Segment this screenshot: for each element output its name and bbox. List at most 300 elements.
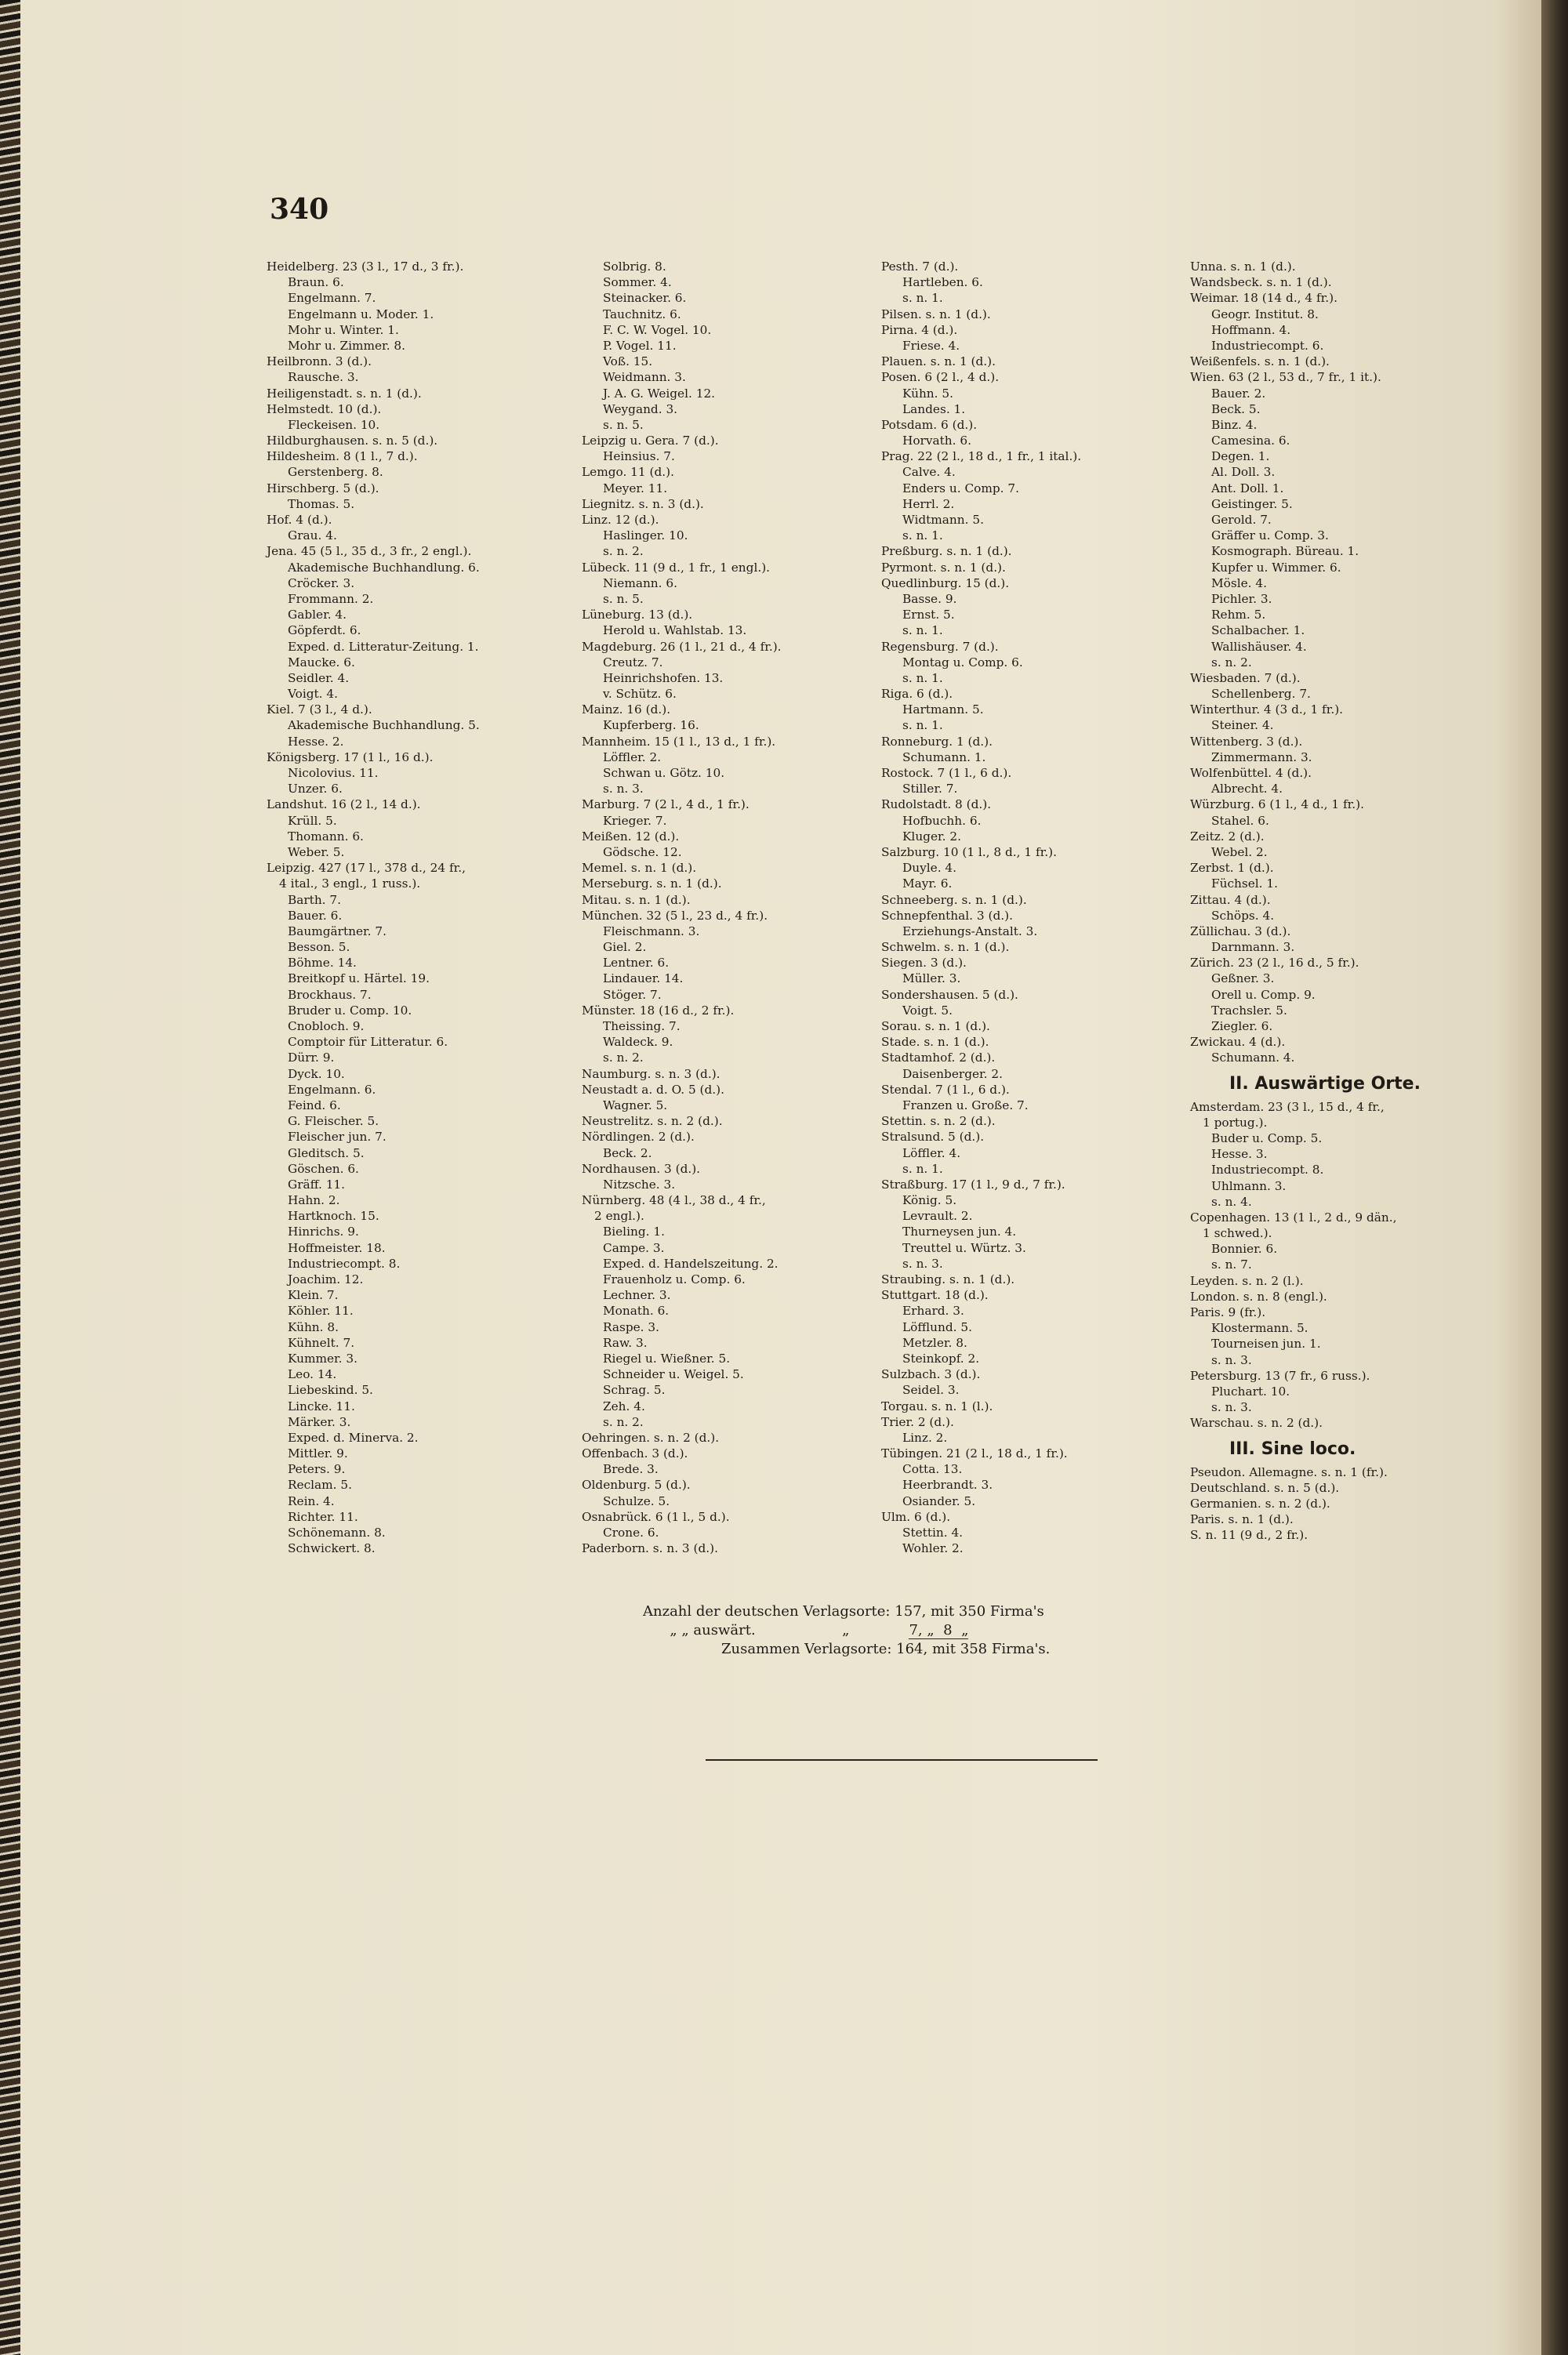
page-number: 340 <box>270 193 329 226</box>
publisher-line: Liebeskind. 5. <box>288 1383 373 1398</box>
continuation-line: 2 engl.). <box>594 1209 644 1224</box>
summary-count: 164, mit <box>896 1641 956 1657</box>
publisher-line: Mösle. 4. <box>1211 575 1267 590</box>
publisher-line: Daisenberger. 2. <box>902 1066 1003 1081</box>
index-column-2 <box>582 259 782 1556</box>
summary-ditto: „ <box>842 1622 850 1638</box>
place-line: Heilbronn. 3 (d.). <box>267 354 372 369</box>
place-line: Riga. 6 (d.). <box>881 687 953 702</box>
place-line: S. n. 11 (9 d., 2 fr.). <box>1190 1528 1308 1543</box>
place-line: Salzburg. 10 (1 l., 8 d., 1 fr.). <box>881 844 1057 859</box>
publisher-line: Gräff. 11. <box>288 1177 346 1192</box>
publisher-line: Tauchnitz. 6. <box>603 307 681 321</box>
place-line: Zürich. 23 (2 l., 16 d., 5 fr.). <box>1190 956 1359 971</box>
place-line: Torgau. s. n. 1 (l.). <box>881 1399 993 1413</box>
publisher-line: Bruder u. Comp. 10. <box>288 1003 412 1018</box>
place-line: Nordhausen. 3 (d.). <box>582 1161 701 1176</box>
summary-row-german <box>643 1602 1050 1621</box>
publisher-line: Montag u. Comp. 6. <box>902 655 1023 669</box>
summary-count: 157, mit <box>895 1603 955 1620</box>
place-line: Wien. 63 (2 l., 53 d., 7 fr., 1 it.). <box>1190 370 1381 385</box>
publisher-line: Klein. 7. <box>288 1288 339 1303</box>
publisher-line: Thurneysen jun. 4. <box>902 1225 1017 1239</box>
publisher-line: Ant. Doll. 1. <box>1211 481 1284 495</box>
place-line: Osnabrück. 6 (1 l., 5 d.). <box>582 1509 730 1524</box>
publisher-line: Rein. 4. <box>288 1493 335 1508</box>
publisher-line: Gleditsch. 5. <box>288 1145 365 1160</box>
place-line: Schneeberg. s. n. 1 (d.). <box>881 892 1027 907</box>
place-line: Paris. s. n. 1 (d.). <box>1190 1512 1294 1527</box>
publisher-line: Campe. 3. <box>603 1240 665 1255</box>
place-line: Pseudon. Allemagne. s. n. 1 (fr.). <box>1190 1464 1388 1479</box>
place-line: Paderborn. s. n. 3 (d.). <box>582 1541 718 1556</box>
place-line: Ronneburg. 1 (d.). <box>881 734 993 749</box>
publisher-line: Frommann. 2. <box>288 591 374 606</box>
publisher-line: Binz. 4. <box>1211 417 1258 432</box>
publisher-line: Metzler. 8. <box>902 1335 967 1350</box>
continuation-line: 1 portug.). <box>1203 1115 1268 1130</box>
place-line: Trier. 2 (d.). <box>881 1414 954 1429</box>
publisher-line: Voigt. 5. <box>902 1003 953 1018</box>
publisher-line: Lindauer. 14. <box>603 971 684 986</box>
publisher-line: Lechner. 3. <box>603 1288 671 1303</box>
publisher-line: Hofbuchh. 6. <box>902 813 982 828</box>
section-rule <box>706 1759 1098 1761</box>
publisher-line: Rausche. 3. <box>288 370 359 385</box>
publisher-line: s. n. 1. <box>902 528 943 543</box>
publisher-line: Heinrichshofen. 13. <box>603 670 724 685</box>
publisher-line: Theissing. 7. <box>603 1019 681 1033</box>
place-line: Wolfenbüttel. 4 (d.). <box>1190 766 1312 780</box>
place-line: Schnepfenthal. 3 (d.). <box>881 908 1013 923</box>
publisher-line: Schrag. 5. <box>603 1383 666 1398</box>
publisher-line: Pluchart. 10. <box>1211 1384 1290 1399</box>
place-line: Wandsbeck. s. n. 1 (d.). <box>1190 275 1332 290</box>
publisher-line: Löffler. 2. <box>603 749 662 764</box>
publisher-line: Mohr u. Zimmer. 8. <box>288 338 406 353</box>
place-line: Nördlingen. 2 (d.). <box>582 1130 695 1145</box>
publisher-line: Uhlmann. 3. <box>1211 1178 1287 1193</box>
publisher-line: Hesse. 2. <box>288 734 344 749</box>
place-line: Stade. s. n. 1 (d.). <box>881 1035 989 1050</box>
publisher-line: Monath. 6. <box>603 1304 670 1319</box>
place-line: Oldenburg. 5 (d.). <box>582 1478 691 1493</box>
publisher-line: v. Schütz. 6. <box>603 687 677 702</box>
summary-firms-value: 8 <box>943 1622 953 1638</box>
publisher-line: Basse. 9. <box>902 591 957 606</box>
publisher-line: Böhme. 14. <box>288 956 357 971</box>
place-line: Hildesheim. 8 (1 l., 7 d.). <box>267 449 418 464</box>
publisher-line: Darnmann. 3. <box>1211 940 1295 955</box>
publisher-line: Kluger. 2. <box>902 829 961 844</box>
summary-label: „ „ auswärt. <box>670 1622 756 1638</box>
place-line: Germanien. s. n. 2 (d.). <box>1190 1496 1330 1511</box>
place-line: Oehringen. s. n. 2 (d.). <box>582 1430 720 1445</box>
place-line: Stendal. 7 (1 l., 6 d.). <box>881 1082 1010 1097</box>
publisher-line: Cotta. 13. <box>902 1462 963 1477</box>
publisher-line: Märker. 3. <box>288 1414 351 1429</box>
place-line: Sondershausen. 5 (d.). <box>881 987 1018 1002</box>
publisher-line: Klostermann. 5. <box>1211 1321 1308 1336</box>
publisher-line: s. n. 3. <box>603 782 644 796</box>
publisher-line: Füchsel. 1. <box>1211 876 1278 891</box>
publisher-line: Franzen u. Große. 7. <box>902 1098 1029 1112</box>
publisher-line: Stettin. 4. <box>902 1526 964 1540</box>
place-line: Rostock. 7 (1 l., 6 d.). <box>881 766 1012 780</box>
place-line: Rudolstadt. 8 (d.). <box>881 797 992 812</box>
place-line: Weimar. 18 (14 d., 4 fr.). <box>1190 291 1338 306</box>
publisher-line: Bauer. 2. <box>1211 386 1266 401</box>
publisher-line: Akademische Buchhandlung. 5. <box>288 718 480 733</box>
place-line: Heidelberg. 23 (3 l., 17 d., 3 fr.). <box>267 259 464 274</box>
place-line: Amsterdam. 23 (3 l., 15 d., 4 fr., <box>1190 1099 1385 1114</box>
publisher-line: s. n. 2. <box>603 1050 644 1065</box>
publisher-line: Meyer. 11. <box>603 481 668 495</box>
publisher-line: J. A. G. Weigel. 12. <box>603 386 716 401</box>
publisher-line: s. n. 1. <box>902 291 943 306</box>
place-line: Sorau. s. n. 1 (d.). <box>881 1019 990 1033</box>
place-line: Straßburg. 17 (1 l., 9 d., 7 fr.). <box>881 1177 1065 1192</box>
publisher-line: Seidel. 3. <box>902 1383 960 1398</box>
publisher-line: Engelmann. 6. <box>288 1082 376 1097</box>
publisher-line: Gabler. 4. <box>288 608 347 622</box>
place-line: Regensburg. 7 (d.). <box>881 639 999 654</box>
summary-count <box>909 1622 968 1639</box>
place-line: Kiel. 7 (3 l., 4 d.). <box>267 702 372 717</box>
publisher-line: Fleischmann. 3. <box>603 923 700 938</box>
publisher-line: Schellenberg. 7. <box>1211 687 1311 702</box>
publisher-line: Riegel u. Wießner. 5. <box>603 1351 731 1366</box>
place-line: Lüneburg. 13 (d.). <box>582 608 693 622</box>
publisher-line: Löfflund. 5. <box>902 1319 972 1334</box>
publisher-line: Cnobloch. 9. <box>288 1019 365 1033</box>
publisher-line: s. n. 1. <box>902 670 943 685</box>
publisher-line: Crone. 6. <box>603 1526 659 1540</box>
place-line: Neustrelitz. s. n. 2 (d.). <box>582 1114 723 1129</box>
place-line: Neustadt a. d. O. 5 (d.). <box>582 1082 724 1097</box>
place-line: Pilsen. s. n. 1 (d.). <box>881 307 991 321</box>
publisher-line: Widtmann. 5. <box>902 513 984 527</box>
publisher-line: Trachsler. 5. <box>1211 1003 1287 1018</box>
publisher-line: Nicolovius. 11. <box>288 766 379 780</box>
publisher-line: Lentner. 6. <box>603 956 670 971</box>
place-line: Ulm. 6 (d.). <box>881 1509 951 1524</box>
publisher-line: Maucke. 6. <box>288 655 355 669</box>
summary-count-value: 7, „ <box>909 1622 935 1638</box>
place-line: Stadtamhof. 2 (d.). <box>881 1050 996 1065</box>
publisher-line: Kühn. 8. <box>288 1319 339 1334</box>
index-column-3 <box>881 259 1081 1556</box>
publisher-line: Schumann. 1. <box>902 749 986 764</box>
publisher-line: Dyck. 10. <box>288 1066 345 1081</box>
publisher-line: Kühnelt. 7. <box>288 1335 355 1350</box>
publisher-line: Kupferberg. 16. <box>603 718 699 733</box>
continuation-line: 1 schwed.). <box>1203 1226 1272 1241</box>
place-line: Landshut. 16 (2 l., 14 d.). <box>267 797 421 812</box>
publisher-line: Pichler. 3. <box>1211 591 1272 606</box>
publisher-line: Geogr. Institut. 8. <box>1211 307 1319 321</box>
place-line: Linz. 12 (d.). <box>582 513 659 527</box>
publisher-line: Hoffmann. 4. <box>1211 322 1291 337</box>
publisher-line: Herrl. 2. <box>902 496 955 511</box>
index-column-1 <box>267 259 480 1556</box>
place-line: Tübingen. 21 (2 l., 18 d., 1 fr.). <box>881 1446 1068 1461</box>
place-line: Plauen. s. n. 1 (d.). <box>881 354 996 369</box>
publisher-line: Wohler. 2. <box>902 1541 964 1556</box>
section-heading: II. Auswärtige Orte. <box>1229 1073 1421 1094</box>
publisher-line: Schneider u. Weigel. 5. <box>603 1367 744 1382</box>
publisher-line: Bonnier. 6. <box>1211 1242 1278 1257</box>
publisher-line: F. C. W. Vogel. 10. <box>603 322 712 337</box>
publisher-line: s. n. 3. <box>1211 1352 1252 1367</box>
place-line: Leyden. s. n. 2 (l.). <box>1190 1273 1304 1288</box>
publisher-line: Degen. 1. <box>1211 449 1270 464</box>
publisher-line: Enders u. Comp. 7. <box>902 481 1019 495</box>
publisher-line: s. n. 3. <box>1211 1400 1252 1415</box>
place-line: Würzburg. 6 (1 l., 4 d., 1 fr.). <box>1190 797 1364 812</box>
publisher-line: Schönemann. 8. <box>288 1526 386 1540</box>
place-line: Paris. 9 (fr.). <box>1190 1305 1266 1319</box>
publisher-line: Erziehungs-Anstalt. 3. <box>902 923 1038 938</box>
publisher-line: Mittler. 9. <box>288 1446 348 1461</box>
publisher-line: Stahel. 6. <box>1211 813 1269 828</box>
place-line: Helmstedt. 10 (d.). <box>267 401 382 416</box>
publisher-line: Wallishäuser. 4. <box>1211 639 1307 654</box>
publisher-line: Niemann. 6. <box>603 575 677 590</box>
publisher-line: Weygand. 3. <box>603 401 678 416</box>
place-line: Zeitz. 2 (d.). <box>1190 829 1265 844</box>
publisher-line: Friese. 4. <box>902 338 960 353</box>
publisher-line: Camesina. 6. <box>1211 434 1290 448</box>
place-line: Hof. 4 (d.). <box>267 513 332 527</box>
place-line: Wiesbaden. 7 (d.). <box>1190 670 1301 685</box>
publisher-line: Gräffer u. Comp. 3. <box>1211 528 1329 543</box>
publisher-line: Treuttel u. Würtz. 3. <box>902 1240 1026 1255</box>
publisher-line: Tourneisen jun. 1. <box>1211 1337 1321 1352</box>
publisher-line: Herold u. Wahlstab. 13. <box>603 623 747 638</box>
publisher-line: Levrault. 2. <box>902 1209 973 1224</box>
publisher-line: Gerstenberg. 8. <box>288 465 383 480</box>
place-line: Merseburg. s. n. 1 (d.). <box>582 876 722 891</box>
place-line: Meißen. 12 (d.). <box>582 829 680 844</box>
place-line: Lübeck. 11 (9 d., 1 fr., 1 engl.). <box>582 560 771 575</box>
publisher-line: Schwickert. 8. <box>288 1541 376 1556</box>
place-line: Naumburg. s. n. 3 (d.). <box>582 1066 720 1081</box>
publisher-line: Ziegler. 6. <box>1211 1019 1273 1033</box>
place-line: Memel. s. n. 1 (d.). <box>582 861 697 876</box>
place-line: Nürnberg. 48 (4 l., 38 d., 4 fr., <box>582 1193 766 1208</box>
publisher-line: Osiander. 5. <box>902 1493 976 1508</box>
place-line: Münster. 18 (16 d., 2 fr.). <box>582 1003 735 1018</box>
publisher-line: Göpferdt. 6. <box>288 623 361 638</box>
place-line: Siegen. 3 (d.). <box>881 956 967 971</box>
publisher-line: Fleckeisen. 10. <box>288 417 380 432</box>
publisher-line: Sommer. 4. <box>603 275 672 290</box>
publisher-line: Breitkopf u. Härtel. 19. <box>288 971 430 986</box>
place-line: Wittenberg. 3 (d.). <box>1190 734 1303 749</box>
publisher-line: Thomann. 6. <box>288 829 364 844</box>
book-spine <box>0 0 20 2355</box>
publisher-line: Akademische Buchhandlung. 6. <box>288 560 480 575</box>
publisher-line: G. Fleischer. 5. <box>288 1114 379 1129</box>
publisher-line: Industriecompt. 6. <box>1211 338 1324 353</box>
publisher-line: Hartleben. 6. <box>902 275 983 290</box>
publisher-line: Webel. 2. <box>1211 844 1268 859</box>
place-line: Zwickau. 4 (d.). <box>1190 1035 1286 1050</box>
place-line: Stralsund. 5 (d.). <box>881 1130 985 1145</box>
publisher-line: Hinrichs. 9. <box>288 1225 359 1239</box>
publisher-line: s. n. 3. <box>902 1256 943 1271</box>
publisher-line: Feind. 6. <box>288 1098 341 1112</box>
place-line: Deutschland. s. n. 5 (d.). <box>1190 1480 1340 1495</box>
publisher-line: Hahn. 2. <box>288 1193 340 1208</box>
publisher-line: Industriecompt. 8. <box>288 1256 401 1271</box>
publisher-line: Thomas. 5. <box>288 496 355 511</box>
publisher-line: Peters. 9. <box>288 1462 346 1477</box>
place-line: Pesth. 7 (d.). <box>881 259 959 274</box>
publisher-line: Müller. 3. <box>902 971 961 986</box>
place-line: Prag. 22 (2 l., 18 d., 1 fr., 1 ital.). <box>881 449 1082 464</box>
place-line: Pyrmont. s. n. 1 (d.). <box>881 560 1006 575</box>
publisher-line: Al. Doll. 3. <box>1211 465 1276 480</box>
place-line: Jena. 45 (5 l., 35 d., 3 fr., 2 engl.). <box>267 544 472 559</box>
publisher-line: Grau. 4. <box>288 528 337 543</box>
place-line: Leipzig u. Gera. 7 (d.). <box>582 434 719 448</box>
publisher-line: Raw. 3. <box>603 1335 648 1350</box>
publisher-line: s. n. 5. <box>603 591 644 606</box>
place-line: Straubing. s. n. 1 (d.). <box>881 1272 1015 1286</box>
place-line: Copenhagen. 13 (1 l., 2 d., 9 dän., <box>1190 1210 1397 1225</box>
publisher-line: Mohr u. Winter. 1. <box>288 322 399 337</box>
publisher-line: s. n. 1. <box>902 1161 943 1176</box>
next-page-edge <box>1541 0 1568 2355</box>
publisher-line: Ernst. 5. <box>902 608 955 622</box>
publisher-line: Giel. 2. <box>603 940 647 955</box>
publisher-line: Horvath. 6. <box>902 434 971 448</box>
place-line: Pirna. 4 (d.). <box>881 322 958 337</box>
publisher-line: Landes. 1. <box>902 401 966 416</box>
publisher-line: Stöger. 7. <box>603 987 662 1002</box>
publisher-line: s. n. 1. <box>902 623 943 638</box>
publisher-line: Hartknoch. 15. <box>288 1209 379 1224</box>
publisher-line: Rehm. 5. <box>1211 608 1266 622</box>
place-line: Schwelm. s. n. 1 (d.). <box>881 940 1010 955</box>
publisher-line: Hartmann. 5. <box>902 702 984 717</box>
summary-label: Anzahl der deutschen Verlagsorte: <box>643 1603 891 1620</box>
publisher-line: Zimmermann. 3. <box>1211 749 1312 764</box>
publisher-line: Hesse. 3. <box>1211 1147 1268 1162</box>
place-line: Zerbst. 1 (d.). <box>1190 861 1274 876</box>
publisher-line: Kosmograph. Büreau. 1. <box>1211 544 1359 559</box>
publisher-line: Kühn. 5. <box>902 386 953 401</box>
place-line: Magdeburg. 26 (1 l., 21 d., 4 fr.). <box>582 639 782 654</box>
publisher-line: Richter. 11. <box>288 1509 358 1524</box>
publisher-line: Steinacker. 6. <box>603 291 687 306</box>
publisher-line: Kummer. 3. <box>288 1351 358 1366</box>
publisher-line: s. n. 5. <box>603 417 644 432</box>
place-line: Winterthur. 4 (3 d., 1 fr.). <box>1190 702 1344 717</box>
publisher-line: Beck. 5. <box>1211 401 1261 416</box>
place-line: Heiligenstadt. s. n. 1 (d.). <box>267 386 422 401</box>
place-line: Lemgo. 11 (d.). <box>582 465 674 480</box>
publisher-line: Barth. 7. <box>288 892 341 907</box>
publisher-line: P. Vogel. 11. <box>603 338 677 353</box>
publisher-line: Exped. d. Minerva. 2. <box>288 1430 419 1445</box>
publisher-line: Creutz. 7. <box>603 655 663 669</box>
publisher-line: Weber. 5. <box>288 844 345 859</box>
publisher-line: Heinsius. 7. <box>603 449 675 464</box>
publisher-line: Fleischer jun. 7. <box>288 1130 387 1145</box>
publisher-line: Gödsche. 12. <box>603 844 682 859</box>
publisher-line: Dürr. 9. <box>288 1050 335 1065</box>
place-line: Weißenfels. s. n. 1 (d.). <box>1190 354 1330 369</box>
publisher-line: Seidler. 4. <box>288 670 350 685</box>
publisher-line: Engelmann. 7. <box>288 291 376 306</box>
place-line: Unna. s. n. 1 (d.). <box>1190 259 1296 274</box>
publisher-line: Frauenholz u. Comp. 6. <box>603 1272 746 1286</box>
place-line: Mannheim. 15 (1 l., 13 d., 1 fr.). <box>582 734 776 749</box>
publisher-line: Nitzsche. 3. <box>603 1177 676 1192</box>
place-line: Preßburg. s. n. 1 (d.). <box>881 544 1012 559</box>
publisher-line: Steinkopf. 2. <box>902 1351 980 1366</box>
publisher-line: s. n. 1. <box>902 718 943 733</box>
publisher-line: Kupfer u. Wimmer. 6. <box>1211 560 1341 575</box>
publisher-line: Besson. 5. <box>288 940 350 955</box>
publisher-line: Schalbacher. 1. <box>1211 623 1305 638</box>
summary-row-total <box>643 1640 1050 1659</box>
publisher-line: Duyle. 4. <box>902 861 957 876</box>
publisher-line: Heerbrandt. 3. <box>902 1478 993 1493</box>
publisher-line: Schwan u. Götz. 10. <box>603 766 725 780</box>
place-line: Sulzbach. 3 (d.). <box>881 1367 981 1382</box>
publisher-line: Göschen. 6. <box>288 1161 359 1176</box>
publisher-line: s. n. 7. <box>1211 1257 1252 1272</box>
publisher-line: Krüll. 5. <box>288 813 337 828</box>
continuation-line: 4 ital., 3 engl., 1 russ.). <box>279 876 421 891</box>
publisher-line: Hoffmeister. 18. <box>288 1240 386 1255</box>
publisher-line: Geßner. 3. <box>1211 971 1275 986</box>
publisher-line: Stiller. 7. <box>902 782 958 796</box>
publisher-line: Baumgärtner. 7. <box>288 923 387 938</box>
publisher-line: Exped. d. Litteratur-Zeitung. 1. <box>288 639 479 654</box>
publisher-line: Köhler. 11. <box>288 1304 354 1319</box>
publisher-line: Unzer. 6. <box>288 782 343 796</box>
publisher-line: Exped. d. Handelszeitung. 2. <box>603 1256 779 1271</box>
publisher-line: Steiner. 4. <box>1211 718 1274 733</box>
publisher-line: Mayr. 6. <box>902 876 953 891</box>
summary-firms: 350 Firma's <box>958 1603 1044 1620</box>
publisher-line: Industriecompt. 8. <box>1211 1163 1324 1178</box>
publisher-line: Schumann. 4. <box>1211 1050 1295 1065</box>
publisher-line: Bauer. 6. <box>288 908 343 923</box>
publisher-line: Voigt. 4. <box>288 687 339 702</box>
publisher-line: Erhard. 3. <box>902 1304 964 1319</box>
publisher-line: s. n. 2. <box>1211 655 1252 669</box>
publisher-line: Cröcker. 3. <box>288 575 355 590</box>
publisher-line: Geistinger. 5. <box>1211 496 1293 511</box>
section-heading: III. Sine loco. <box>1229 1439 1356 1459</box>
place-line: Marburg. 7 (2 l., 4 d., 1 fr.). <box>582 797 750 812</box>
publisher-line: Engelmann u. Moder. 1. <box>288 307 434 321</box>
publisher-line: Weidmann. 3. <box>603 370 686 385</box>
publisher-line: Solbrig. 8. <box>603 259 666 274</box>
publisher-line: Bieling. 1. <box>603 1225 665 1239</box>
publisher-line: Krieger. 7. <box>603 813 667 828</box>
place-line: Warschau. s. n. 2 (d.). <box>1190 1416 1323 1431</box>
place-line: Quedlinburg. 15 (d.). <box>881 575 1010 590</box>
publisher-line: Joachim. 12. <box>288 1272 364 1286</box>
place-line: Leipzig. 427 (17 l., 378 d., 24 fr., <box>267 861 466 876</box>
